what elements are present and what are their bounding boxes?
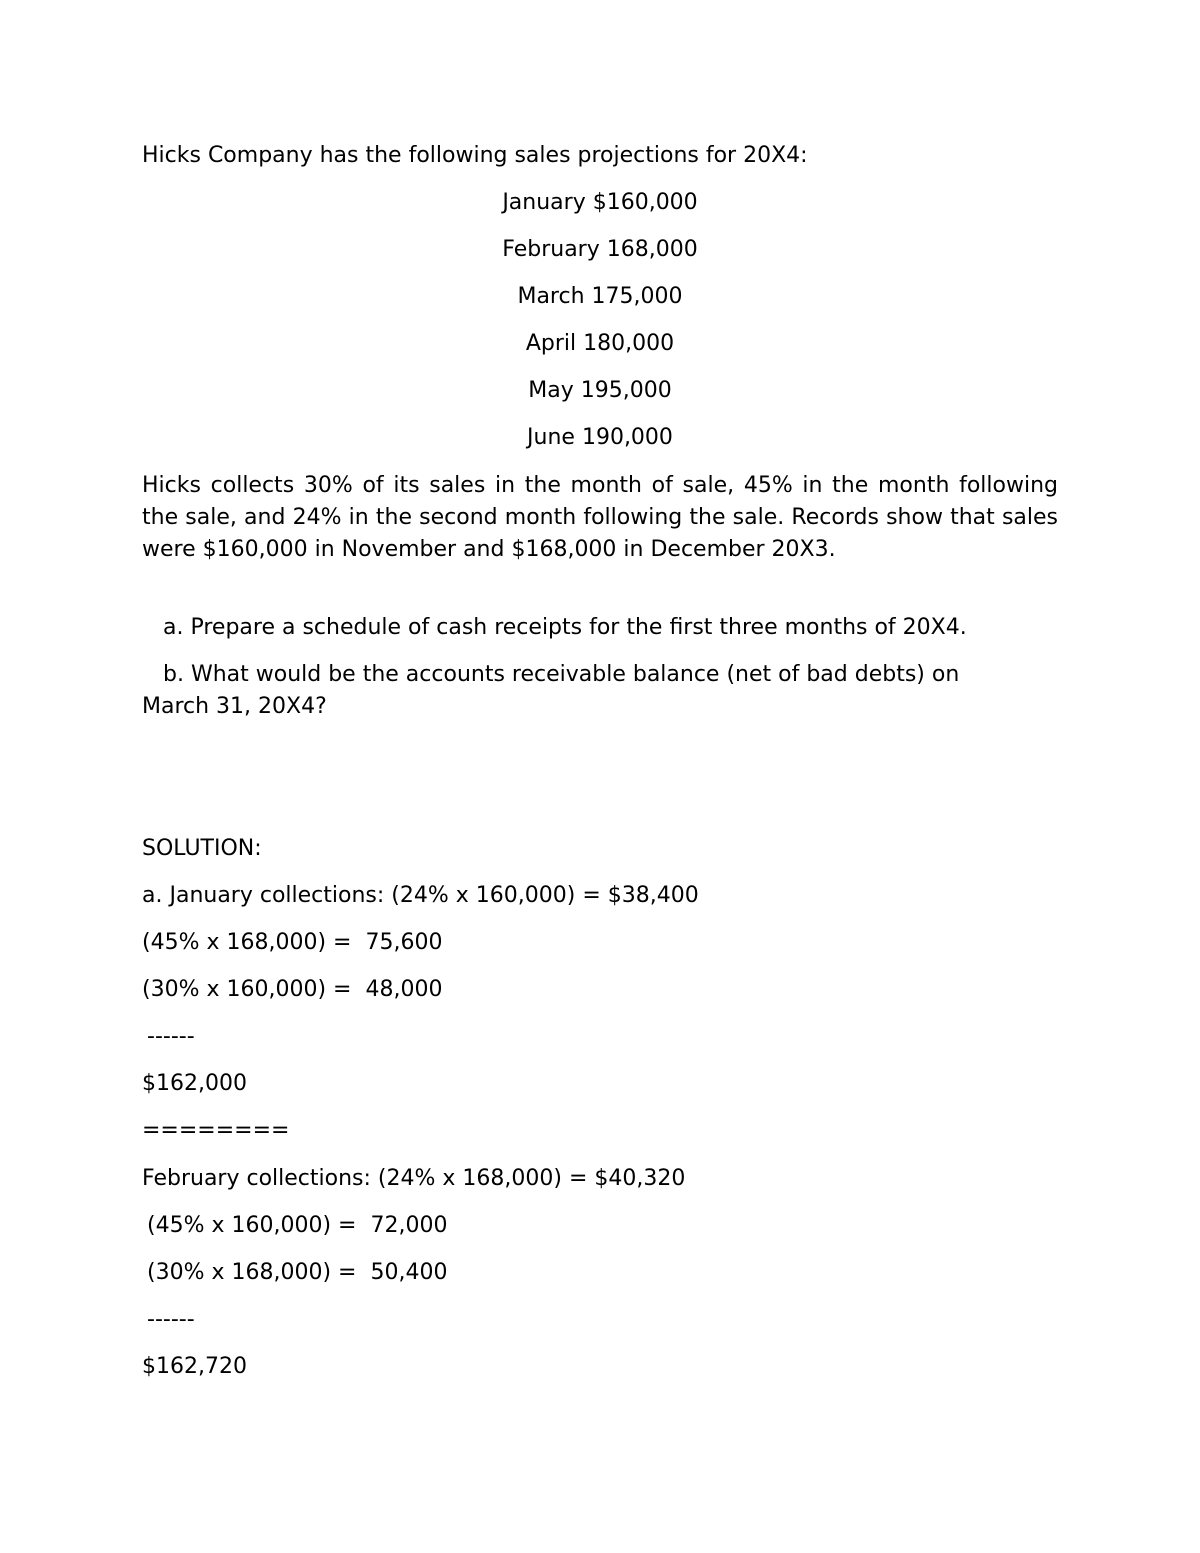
projection-april: April 180,000 <box>525 331 675 356</box>
february-total: $162,720 <box>142 1354 247 1379</box>
february-collections-line2: (45% x 160,000) = 72,000 <box>147 1213 448 1238</box>
january-collections-line1: a. January collections: (24% x 160,000) = $38,400 <box>142 883 699 908</box>
projection-february: February 168,000 <box>502 237 698 262</box>
collections-paragraph: Hicks collects 30% of its sales in the month of sale, 45% in the month following the sale, and 24% in the second month following the sale. Records show that sales were $160,000 in November and $168,000 in December 20X3. <box>142 473 1058 562</box>
january-double-rule: ======== <box>142 1118 290 1143</box>
question-b-line1: b. What would be the accounts receivable balance (net of bad debts) on <box>163 662 960 687</box>
projection-may: May 195,000 <box>528 378 672 403</box>
question-a: a. Prepare a schedule of cash receipts for the first three months of 20X4. <box>163 615 967 640</box>
problem-intro: Hicks Company has the following sales projections for 20X4: <box>142 143 808 168</box>
solution-heading: SOLUTION: <box>142 836 262 861</box>
projection-january: January $160,000 <box>502 190 698 215</box>
february-collections-line1: February collections: (24% x 168,000) = $40,320 <box>142 1166 686 1191</box>
january-dashes: ------ <box>147 1024 195 1049</box>
february-collections-line3: (30% x 168,000) = 50,400 <box>147 1260 448 1285</box>
projection-march: March 175,000 <box>517 284 683 309</box>
question-b-line2: March 31, 20X4? <box>142 694 327 719</box>
january-total: $162,000 <box>142 1071 247 1096</box>
january-collections-line3: (30% x 160,000) = 48,000 <box>142 977 443 1002</box>
projection-june: June 190,000 <box>527 425 673 450</box>
february-dashes: ------ <box>147 1307 195 1332</box>
january-collections-line2: (45% x 168,000) = 75,600 <box>142 930 443 955</box>
